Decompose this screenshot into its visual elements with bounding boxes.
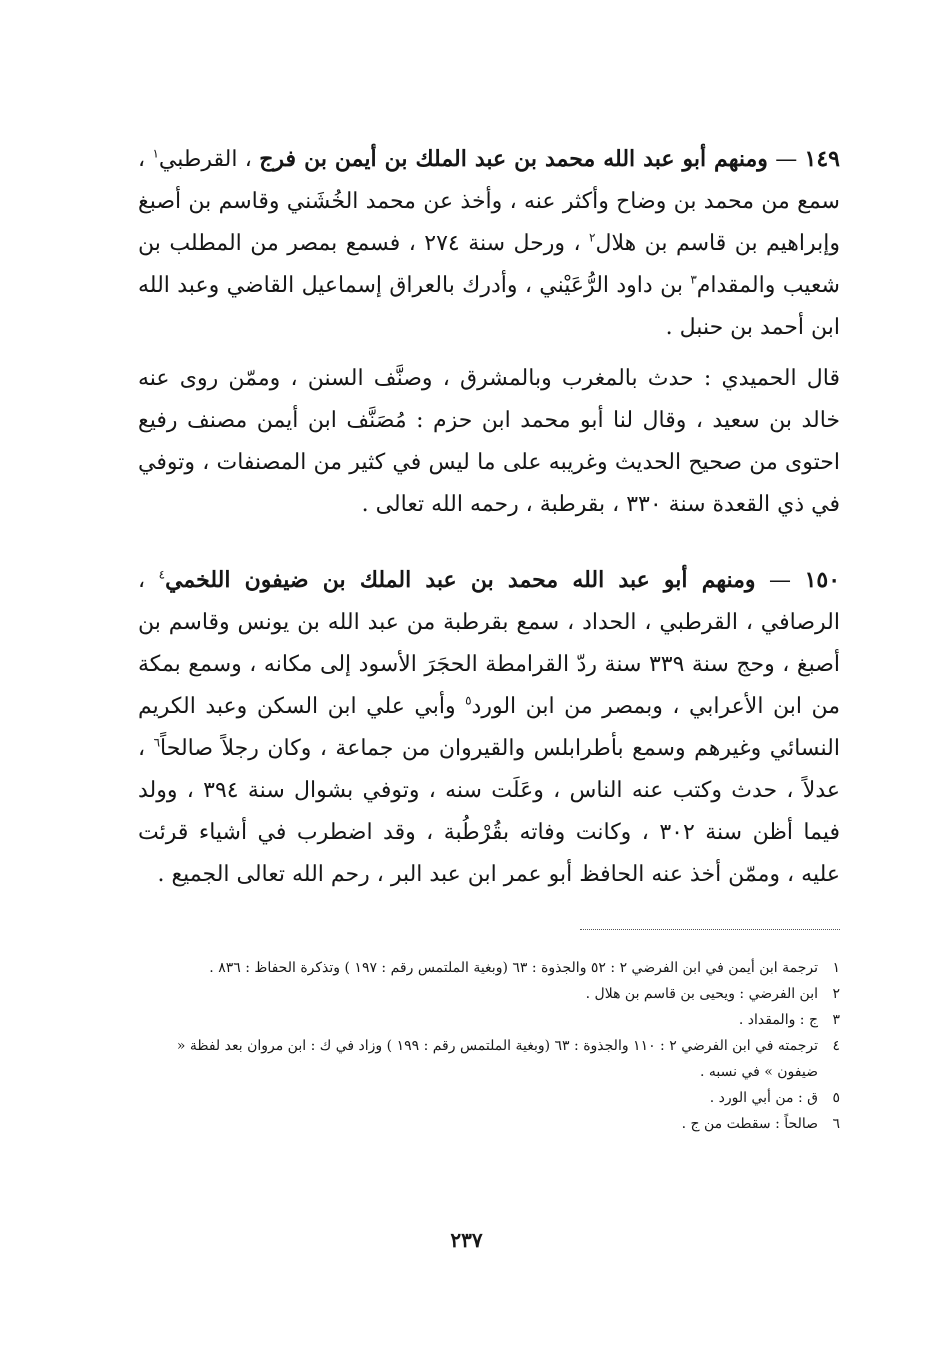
footnote-divider: [580, 929, 840, 930]
footnote-text: ابن الفرضي : ويحيى بن قاسم بن هلال .: [585, 986, 818, 1002]
footnote-text: ترجمة ابن أيمن في ابن الفرضي ٢ : ٥٢ والجذوة : ٦٣ (وبغية الملتمس رقم : ١٩٧ ) وتذكرة الحفاظ : ٨٣٦ .: [209, 960, 818, 976]
footnote: [138, 1007, 840, 1033]
humaydi-quote-text: قال الحميدي : حدث بالمغرب وبالمشرق ، وصنَّف السنن ، وممّن روى عنه خالد بن سعيد ، وقال لنا أبو محمد ابن حزم : مُصَنَّف ابن أيمن مصنف رفيع احتوى من صحيح الحديث وغريبه على ما ليس في كثير من المصنفات ، وتوفي في ذي القعدة سنة ٣٣٠ ، بقرطبة ، رحمه الله تعالى .: [138, 366, 840, 517]
footnote-text: صالحاً : سقطت من ج .: [681, 1116, 818, 1132]
footnote-text: ق : من أبي الورد .: [709, 1090, 818, 1106]
entry-intro: ومنهم: [687, 567, 756, 593]
footnote-text: ج : والمقداد .: [738, 1012, 818, 1028]
footnote-ref: ١: [152, 146, 159, 161]
footnote-ref: ٤: [158, 567, 166, 582]
footnote-ref: ٢: [589, 230, 596, 245]
footnote-number: ٢: [832, 986, 840, 1002]
entry-intro: ومنهم: [706, 146, 768, 172]
entry-body: ، عدلاً ، حدث وكتب عنه الناس ، وعَلَت سنه ، وتوفي بشوال سنة ٣٩٤ ، وولد فيما أظن سنة ٣٠٢ ، وكانت وفاته بقُرْطُبة ، وقد اضطرب في أشياء قرئت عليه ، وممّن أخذ عنه الحافظ أبو عمر ابن عبد البر ، رحم الله تعالى الجميع .: [138, 736, 840, 887]
footnote-number: ٥: [832, 1090, 840, 1106]
footnote: [138, 1085, 840, 1111]
entry-dash: —: [755, 568, 805, 593]
page-number: ٢٣٧: [450, 1228, 483, 1252]
footnote-number: ١: [832, 960, 840, 976]
entry-150-paragraph: [138, 559, 840, 896]
footnote: [138, 1111, 840, 1137]
footnote-ref: ٦: [153, 735, 161, 750]
entry-person-name: أبو عبد الله محمد بن عبد الملك بن ضيفون: [244, 567, 688, 593]
entry-number: ١٤٩: [804, 146, 840, 172]
footnote-ref: ٥: [465, 693, 472, 708]
entry-nisba: اللخمي: [165, 567, 245, 593]
footnote-number: ٣: [832, 1012, 840, 1028]
entry-nisba: ، القرطبي: [158, 147, 260, 172]
entry-body: ، ورحل سنة ٢٧٤ ، فسمع بمصر من المطلب بن شعيب والمقدام: [138, 231, 840, 298]
biography-entry-150: [138, 559, 840, 896]
entry-body: وأبي علي ابن السكن وعبد الكريم النسائي وغيرهم وسمع بأطرابلس والقيروان من جماعة ، وكان رجلاً صالحاً: [138, 694, 840, 761]
humaydi-quote-paragraph: [138, 358, 840, 526]
footnote: [138, 955, 840, 981]
footnote: [138, 981, 840, 1007]
footnote-number: ٤: [832, 1038, 840, 1054]
footnotes-section: [138, 955, 840, 1137]
entry-body: ، الرصافي ، القرطبي ، الحداد ، سمع بقرطبة من عبد الله بن يونس وقاسم بن أصبغ ، وحج سنة ٣٣٩ سنة ردّ القرامطة الحجَرَ الأسود إلى مكانه ، وسمع بمكة من ابن الأعرابي ، وبمصر من ابن الورد: [138, 568, 840, 719]
entry-body: بن داود الرُّعَيْني ، وأدرك بالعراق إسماعيل القاضي وعبد الله ابن أحمد بن حنبل .: [138, 273, 840, 340]
entry-body: ، سمع من محمد بن وضاح وأكثر عنه ، وأخذ عن محمد الخُشَني وقاسم بن أصبغ وإبراهيم بن قاسم بن هلال: [138, 147, 841, 256]
biography-entry-149: [138, 138, 840, 349]
footnote-text: ترجمته في ابن الفرضي ٢ : ١١٠ والجذوة : ٦٣ (وبغية الملتمس رقم : ١٩٩ ) وزاد في ك : ابن مروان بعد لفظة « ضيفون » في نسبه .: [176, 1038, 818, 1080]
entry-person-name: أبو عبد الله محمد بن عبد الملك بن أيمن بن فرج: [259, 146, 707, 172]
footnote-ref: ٣: [690, 272, 697, 287]
footnote-number: ٦: [832, 1116, 840, 1132]
entry-149-paragraph: [138, 138, 840, 349]
footnote: [138, 1033, 840, 1085]
entry-dash: —: [767, 147, 805, 172]
entry-number: ١٥٠: [804, 567, 841, 593]
